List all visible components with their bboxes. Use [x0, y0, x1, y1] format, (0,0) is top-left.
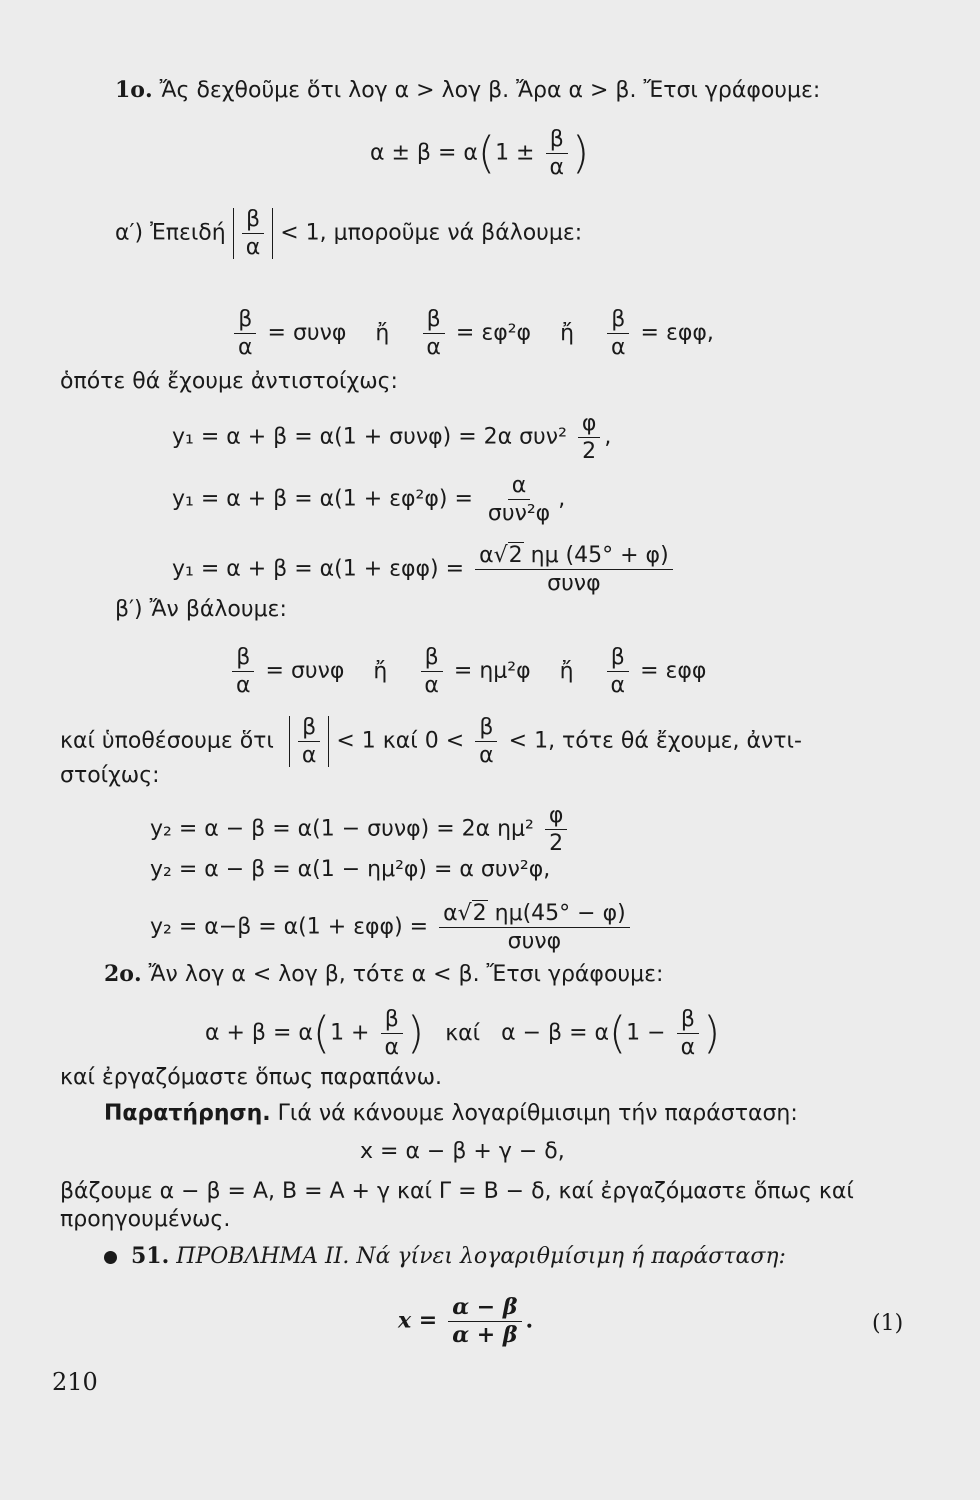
frac-den: α — [549, 155, 565, 181]
frac-den: συνφ — [507, 929, 562, 955]
main-equation — [370, 128, 589, 179]
frac-den: α — [680, 1035, 696, 1061]
frac-den: 2 — [549, 831, 564, 857]
case2-lhs-1: α + β = α — [205, 1020, 313, 1046]
y1-eq2-fraction — [484, 474, 554, 525]
final-eq-fraction — [448, 1296, 521, 1347]
frac-num: φ — [545, 804, 568, 830]
abs-fraction — [242, 208, 265, 259]
remark-continuation-1: βάζουμε α − β = Α, Β = Α + γ καί Γ = Β − δ, καί ἐργαζόμαστε ὅπως καί — [60, 1179, 854, 1204]
sub1-frac-3 — [607, 308, 630, 359]
y1-eq2-tail: , — [558, 486, 566, 512]
assume-post: < 1, τότε θά ἔχουμε, ἀντι- — [508, 728, 802, 754]
problem-number: 51. — [131, 1243, 170, 1269]
sub1-or-2: ἤ — [560, 320, 575, 346]
y2-eq3-fraction — [439, 902, 630, 953]
sub2-frac-2 — [420, 646, 443, 697]
sub1-frac-1 — [234, 308, 257, 359]
y2-eq1-fraction — [545, 804, 568, 855]
frac-num: β — [381, 1008, 403, 1034]
frac-den: α — [424, 673, 439, 699]
frac-num: α — [508, 474, 531, 500]
case2-open-paren-2: ( — [609, 1007, 627, 1059]
frac-den: α — [384, 1035, 400, 1061]
b-prime-line: β′) Ἄν βάλουμε: — [115, 597, 287, 622]
case-1-line — [115, 76, 820, 105]
num-b: ημ(45° − φ) — [494, 901, 626, 926]
y1-eq3-fraction — [475, 544, 673, 595]
a-prime-label: α′) Ἐπειδή — [115, 220, 226, 246]
frac-num: β — [232, 646, 254, 672]
remark-text: Γιά νά κάνουμε λογαρίθμισιμη τήν παράσταση: — [270, 1101, 798, 1126]
frac-den: α — [236, 673, 251, 699]
main-eq-open-paren: ( — [477, 127, 496, 179]
frac-num: β — [242, 208, 264, 234]
frac-num: β — [421, 646, 443, 672]
y1-equation-1 — [172, 412, 611, 463]
frac-den: α + β — [452, 1322, 518, 1349]
frac-num: β — [546, 128, 568, 154]
case-1-text: Ἄς δεχθοῦμε ὅτι λογ α > λογ β. Ἄρα α > β. Ἔτσι γράφουμε: — [152, 78, 821, 103]
frac-den: α — [301, 743, 317, 769]
frac-den: συν²φ — [487, 501, 551, 527]
case2-and: καί — [445, 1020, 481, 1046]
sqrt-arg: 2 — [472, 901, 487, 926]
frac-num: β — [234, 308, 256, 334]
y1-equation-2 — [172, 474, 565, 525]
a-prime-text: < 1, μποροῦμε νά βάλουμε: — [280, 220, 583, 246]
sub2-frac-3 — [607, 646, 630, 697]
page-number: 210 — [52, 1368, 98, 1396]
case2-pre-2: 1 − — [626, 1020, 666, 1046]
num-b: ημ (45° + φ) — [530, 543, 669, 568]
frac-den: 2 — [582, 439, 597, 465]
sub1-or-1: ἤ — [375, 320, 390, 346]
frac-num: φ — [578, 412, 601, 438]
sub1-term-1: = συνφ — [267, 320, 347, 346]
y2-eq1-lhs: y₂ = α − β = α(1 − συνφ) = 2α ημ² — [150, 816, 534, 842]
respectively-1: ὁπότε θά ἔχουμε ἀντιστοίχως: — [60, 369, 398, 394]
y1-eq1-lhs: y₁ = α + β = α(1 + συνφ) = 2α συν² — [172, 424, 567, 450]
assume-mid: < 1 καί 0 < — [336, 728, 465, 754]
case2-fraction-1 — [381, 1008, 404, 1059]
bullet-icon — [104, 1251, 117, 1264]
y2-equation-3 — [150, 902, 634, 953]
final-eq-lhs: x = — [398, 1307, 438, 1334]
y2-equation-1 — [150, 804, 571, 855]
frac-num: β — [423, 308, 445, 334]
case2-close-paren-1: ) — [407, 1007, 425, 1059]
main-eq-pre: 1 ± — [495, 140, 535, 166]
y1-eq3-lhs: y₁ = α + β = α(1 + εφφ) = — [172, 556, 465, 582]
case2-close-paren-2: ) — [703, 1007, 721, 1059]
frac-den: α — [426, 335, 441, 361]
assumption-line — [60, 716, 802, 767]
num-a: α — [479, 543, 494, 568]
problem-title: ΠΡΟΒΛΗΜΑ ΙΙ. Νά γίνει λογαριθμίσιμη ή παράσταση: — [169, 1244, 786, 1269]
assume-abs-value — [289, 716, 330, 767]
frac-num: α√2 ημ (45° + φ) — [475, 544, 673, 570]
case-2-equations — [205, 1008, 720, 1059]
case-2-text: Ἄν λογ α < λογ β, τότε α < β. Ἔτσι γράφουμε: — [141, 962, 664, 987]
assume-abs-fraction — [298, 716, 321, 767]
case2-fraction-2 — [677, 1008, 700, 1059]
case2-open-paren-1: ( — [312, 1007, 331, 1059]
substitutions-1 — [230, 308, 714, 359]
y1-eq2-lhs: y₁ = α + β = α(1 + εφ²φ) = — [172, 486, 473, 512]
equation-label: (1) — [872, 1311, 904, 1336]
main-eq-fraction — [546, 128, 569, 179]
frac-num: β — [475, 716, 497, 742]
case2-lhs-2: α − β = α — [501, 1020, 609, 1046]
frac-den: α — [611, 335, 626, 361]
y1-eq1-tail: , — [604, 424, 612, 450]
frac-num: β — [607, 646, 629, 672]
frac-num: α − β — [448, 1296, 521, 1322]
abs-value — [233, 208, 274, 259]
sub2-or-2: ἤ — [559, 658, 574, 684]
frac-den: α — [610, 673, 626, 699]
num-a: α — [443, 901, 458, 926]
sqrt-arg: 2 — [508, 543, 523, 568]
case-2-line — [104, 960, 663, 989]
frac-den: α — [245, 235, 261, 261]
assume-pre: καί ὑποθέσουμε ὅτι — [60, 728, 274, 754]
sub1-frac-2 — [422, 308, 445, 359]
sub2-term-3: = εφφ — [640, 658, 707, 684]
remark-continuation-2: προηγουμένως. — [60, 1207, 231, 1232]
remark-line — [104, 1100, 798, 1128]
y2-equation-2: y₂ = α − β = α(1 − ημ²φ) = α συν²φ, — [150, 857, 551, 882]
frac-den: α — [238, 335, 253, 361]
frac-num: β — [607, 308, 629, 334]
assume-fraction — [475, 716, 498, 767]
y1-eq1-fraction — [578, 412, 601, 463]
sub2-term-1: = συνφ — [265, 658, 345, 684]
case2-pre-1: 1 + — [330, 1020, 370, 1046]
substitutions-2 — [228, 646, 706, 697]
frac-den: συνφ — [547, 571, 601, 597]
frac-num: β — [677, 1008, 699, 1034]
sub1-term-3: = εφφ, — [640, 320, 714, 346]
final-eq-tail: . — [525, 1307, 534, 1334]
a-prime-line — [115, 208, 582, 259]
respectively-2: στοίχως: — [60, 763, 160, 788]
y1-equation-3 — [172, 544, 677, 595]
y2-eq3-lhs: y₂ = α−β = α(1 + εφφ) = — [150, 914, 429, 940]
main-eq-lhs: α ± β = α — [370, 140, 478, 166]
case-2-label: 2ο. — [104, 961, 142, 987]
problem-heading — [104, 1242, 786, 1271]
frac-num: β — [298, 716, 320, 742]
x-equation: x = α − β + γ − δ, — [360, 1139, 565, 1164]
case-1-label: 1ο. — [115, 77, 153, 103]
main-eq-close-paren: ) — [572, 127, 590, 179]
sub2-frac-1 — [232, 646, 255, 697]
frac-num: α√2 ημ(45° − φ) — [439, 902, 630, 928]
work-as-above: καί ἐργαζόμαστε ὅπως παραπάνω. — [60, 1065, 442, 1090]
remark-label: Παρατήρηση. — [104, 1101, 271, 1126]
frac-den: α — [479, 743, 494, 769]
sub1-term-2: = εφ²φ — [455, 320, 532, 346]
sub2-term-2: = ημ²φ — [453, 658, 531, 684]
sub2-or-1: ἤ — [373, 658, 388, 684]
final-equation — [398, 1296, 533, 1347]
